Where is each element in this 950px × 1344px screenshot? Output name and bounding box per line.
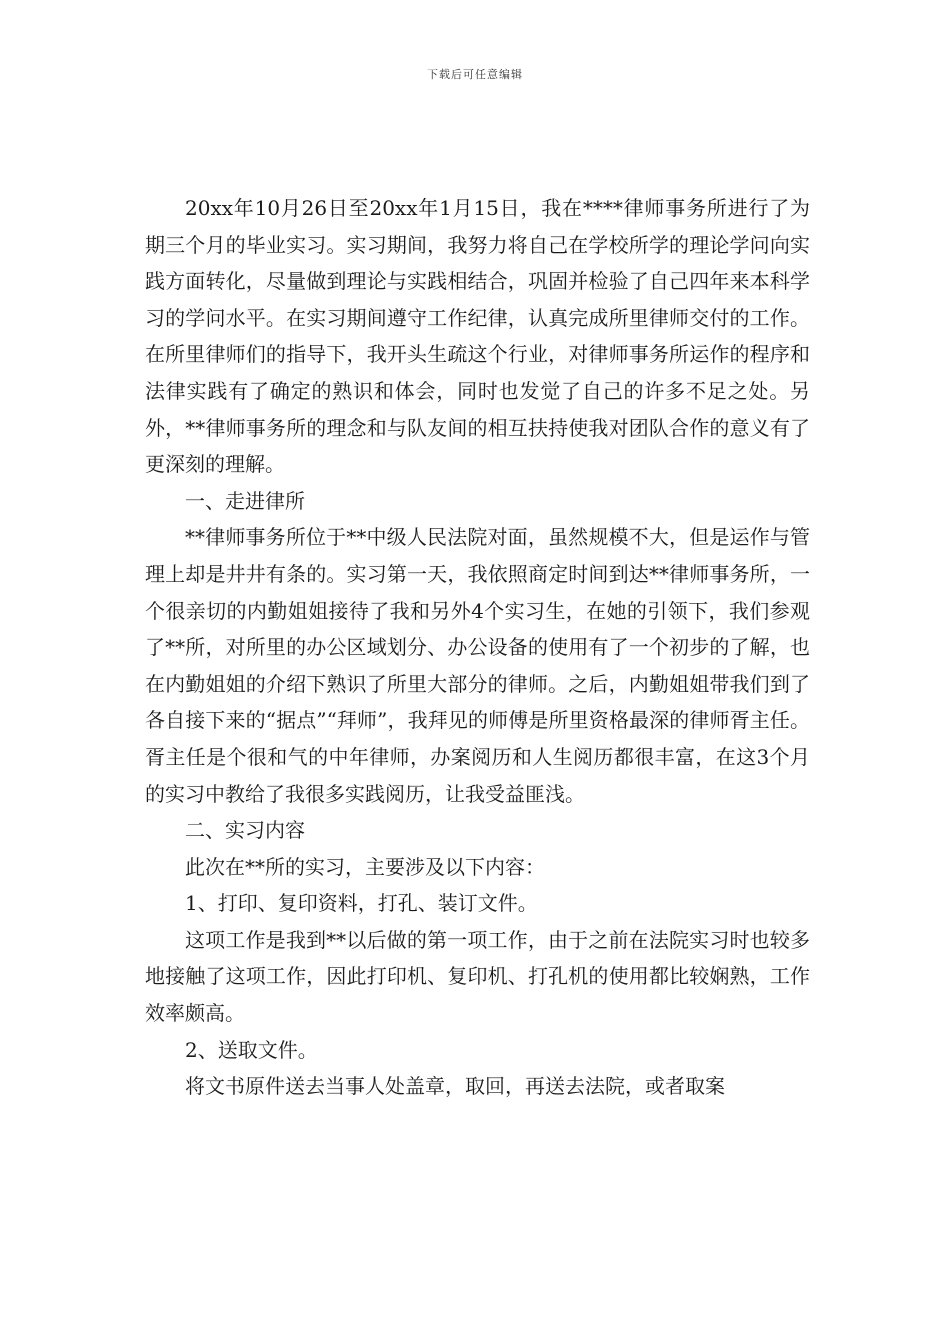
section-heading-2: 二、实习内容 (185, 818, 305, 843)
list-item-1: 1、打印、复印资料，打孔、装订文件。 (185, 891, 538, 916)
document-body (145, 190, 810, 1105)
list-item-2: 2、送取文件。 (185, 1037, 318, 1062)
paragraph-item-1-detail: 这项工作是我到**以后做的第一项工作，由于之前在法院实习时也较多地接触了这项工作，因此打印机、复印机、打孔机的使用都比较娴熟，工作效率颇高。 (145, 927, 810, 1026)
paragraph-content-intro: 此次在**所的实习，主要涉及以下内容： (185, 854, 545, 879)
paragraph-item-2-detail: 将文书原件送去当事人处盖章，取回，再送去法院，或者取案 (185, 1074, 725, 1099)
section-heading-1: 一、走进律所 (185, 488, 305, 513)
page-header: 下载后可任意编辑 (427, 68, 523, 81)
paragraph-intro: 20xx年10月26日至20xx年1月15日，我在****律师事务所进行了为期三个月的毕业实习。实习期间，我努力将自己在学校所学的理论学问向实践方面转化，尽量做到理论与实践相结合，巩固并检验了自己四年来本科学习的学问水平。在实习期间遵守工作纪律，认真完成所里律师交付的工作。在所里律师们的指导下，我开头生疏这个行业，对律师事务所运作的程序和法律实践有了确定的熟识和体会，同时也发觉了自己的许多不足之处。另外，**律师事务所的理念和与队友间的相互扶持使我对团队合作的意义有了更深刻的理解。 (145, 196, 810, 477)
paragraph-law-firm: **律师事务所位于**中级人民法院对面，虽然规模不大，但是运作与管理上却是井井有条的。实习第一天，我依照商定时间到达**律师事务所，一个很亲切的内勤姐姐接待了我和另外4个实习生，在她的引领下，我们参观了**所，对所里的办公区域划分、办公设备的使用有了一个初步的了解，也在内勤姐姐的介绍下熟识了所里大部分的律师。之后，内勤姐姐带我们到了各自接下来的“据点”“拜师”，我拜见的师傅是所里资格最深的律师胥主任。胥主任是个很和气的中年律师，办案阅历和人生阅历都很丰富，在这3个月的实习中教给了我很多实践阅历，让我受益匪浅。 (145, 525, 810, 806)
